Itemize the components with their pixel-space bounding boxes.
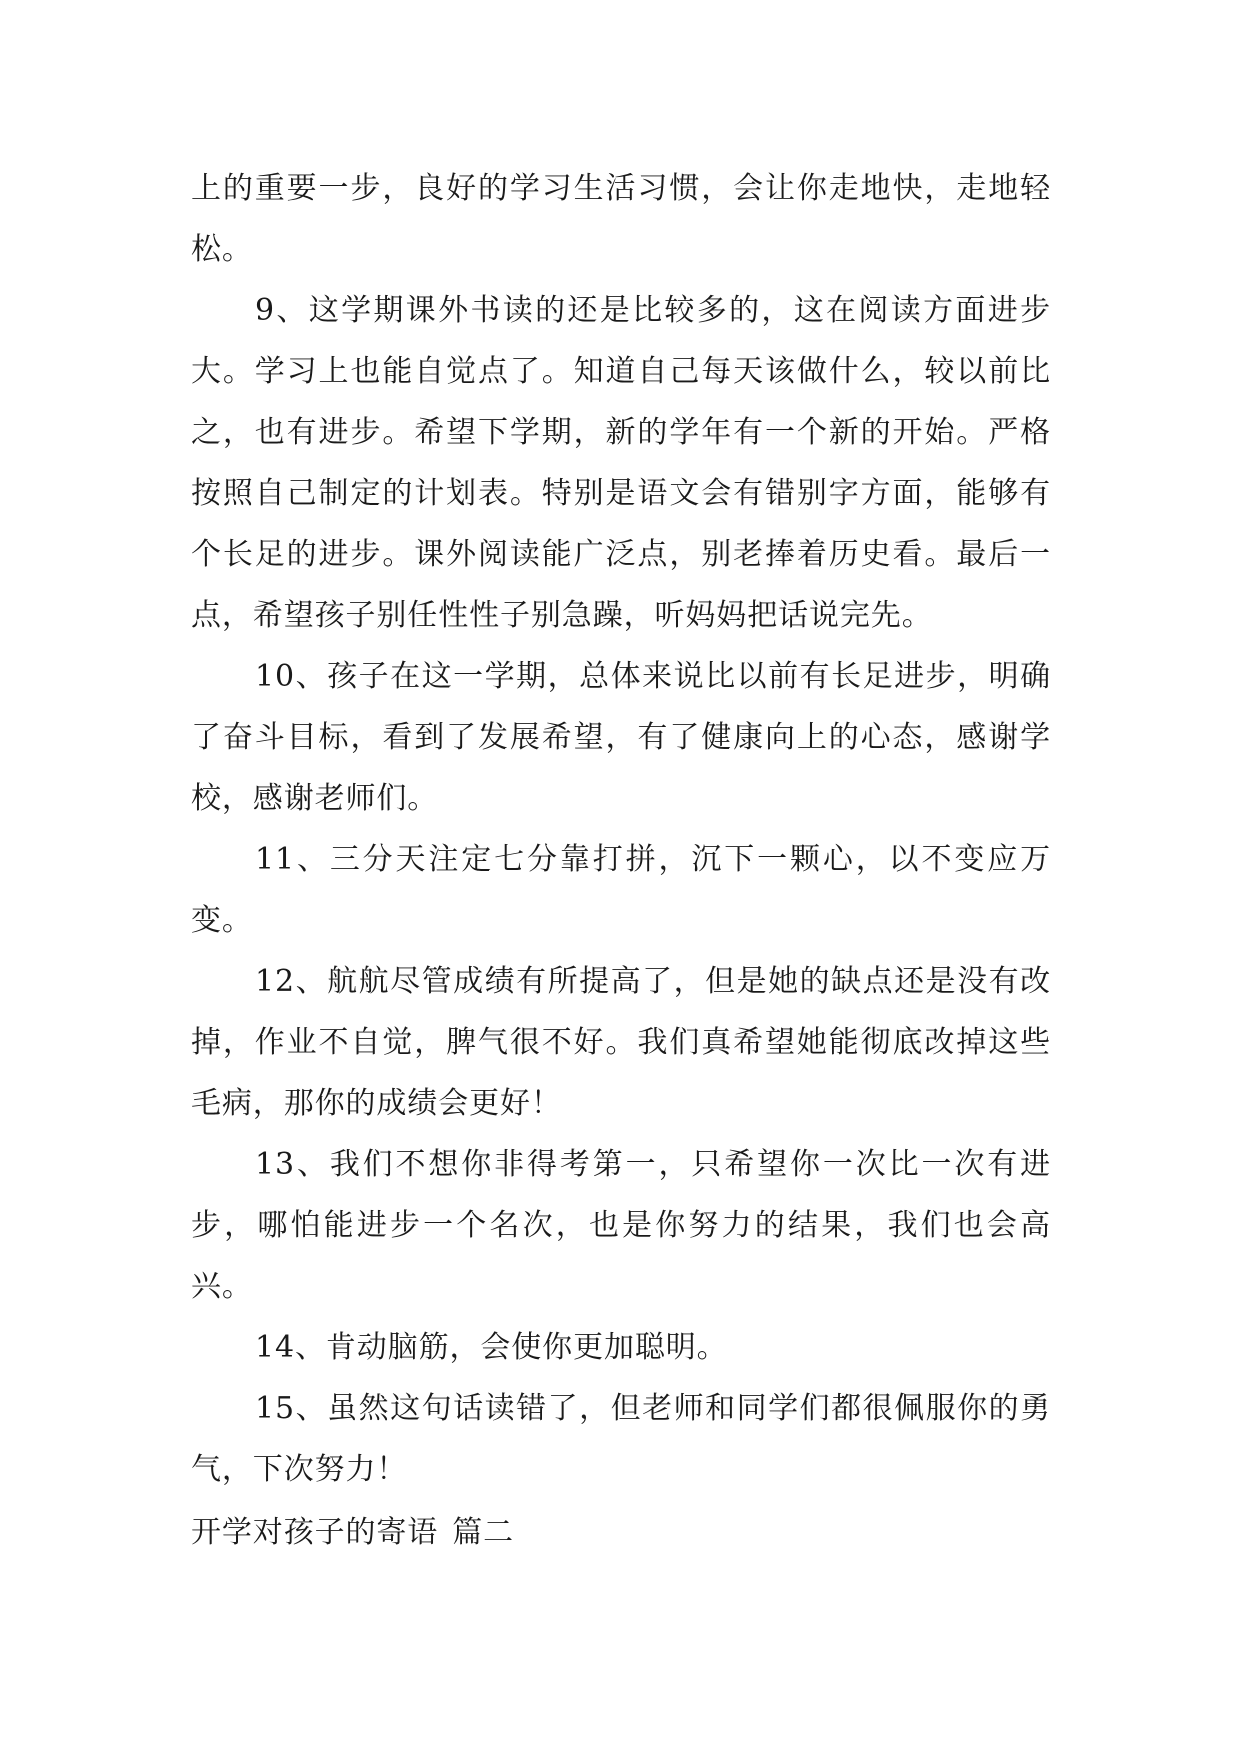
paragraph-item-11: 11、三分天注定七分靠打拼，沉下一颗心，以不变应万变。: [191, 842, 1051, 938]
paragraph-item-13: 13、我们不想你非得考第一，只希望你一次比一次有进步，哪怕能进步一个名次，也是你努力的结果，我们也会高兴。: [191, 1147, 1051, 1304]
section-title-main: 开学对孩子的寄语: [191, 1515, 439, 1550]
paragraph-item-10: 10、孩子在这一学期，总体来说比以前有长足进步，明确了奋斗目标，看到了发展希望，有了健康向上的心态，感谢学校，感谢老师们。: [191, 659, 1051, 816]
paragraph-item-15: 15、虽然这句话读错了，但老师和同学们都很佩服你的勇气，下次努力！: [191, 1391, 1051, 1487]
section-title-suffix: 篇二: [452, 1515, 515, 1550]
paragraph-continuation: 上的重要一步，良好的学习生活习惯，会让你走地快，走地轻松。: [191, 171, 1051, 267]
paragraph-item-9: 9、这学期课外书读的还是比较多的，这在阅读方面进步大。学习上也能自觉点了。知道自己每天该做什么，较以前比之，也有进步。希望下学期，新的学年有一个新的开始。严格按照自己制定的计划表。特别是语文会有错别字方面，能够有个长足的进步。课外阅读能广泛点，别老捧着历史看。最后一点，希望孩子别任性性子别急躁，听妈妈把话说完先。: [191, 293, 1051, 633]
paragraph-item-14: 14、肯动脑筋，会使你更加聪明。: [255, 1330, 728, 1365]
paragraph-item-12: 12、航航尽管成绩有所提高了，但是她的缺点还是没有改掉，作业不自觉，脾气很不好。我们真希望她能彻底改掉这些毛病，那你的成绩会更好！: [191, 964, 1051, 1121]
document-body: [191, 158, 1051, 1500]
section-title: [191, 1513, 514, 1553]
